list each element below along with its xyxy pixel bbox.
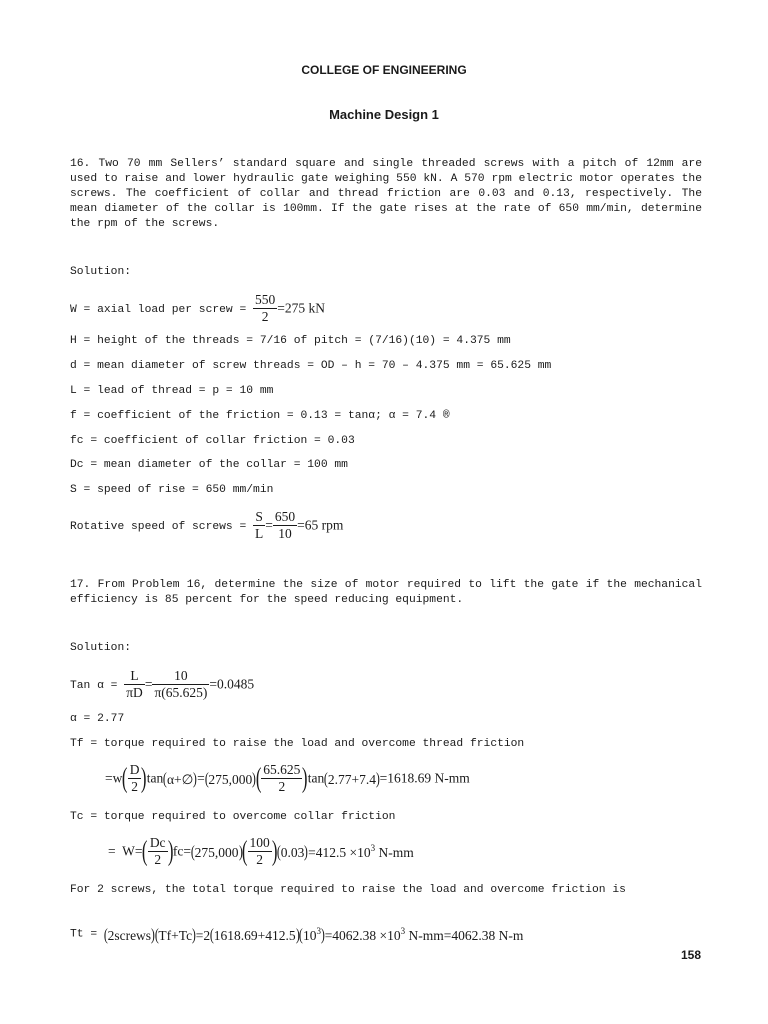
tf-fraction-2 <box>261 762 302 795</box>
alpha-line: α = 2.77 <box>70 713 125 725</box>
w-denominator: 2 <box>261 309 269 324</box>
rot-result: =65 rpm <box>297 517 344 533</box>
tan-label: Tan α = <box>70 680 125 693</box>
tf-tan-2: tan <box>307 770 325 786</box>
tf-load: 275,000 <box>208 771 253 787</box>
tt-label: Tt = <box>70 928 104 941</box>
tc-denominator-2: 2 <box>256 852 264 867</box>
collar-diameter-line: Dc = mean diameter of the collar = 100 mm <box>70 459 348 471</box>
solution-label-16: Solution: <box>70 266 132 278</box>
tan-numerator-1: L <box>124 668 145 685</box>
tc-prefix: = W= <box>108 843 143 859</box>
tf-numerator-1: D <box>129 762 140 777</box>
tan-equals: = <box>144 676 153 692</box>
tt-sum: Tf+Tc <box>158 928 193 943</box>
tt-unit: N-mm=4062.38 N-m <box>405 928 524 943</box>
tf-description: Tf = torque required to raise the load and overcome thread friction <box>70 738 525 750</box>
problem-17-text: 17. From Problem 16, determine the size of motor required to lift the gate if the mechanical efficiency is 85 percent for the speed reducing equipment. <box>70 579 702 606</box>
tf-denominator-1: 2 <box>131 779 138 794</box>
tc-numerator-2: 100 <box>249 835 270 850</box>
tan-alpha-equation <box>70 668 254 701</box>
college-title: COLLEGE OF ENGINEERING <box>301 63 467 77</box>
two-screws-text: For 2 screws, the total torque required to raise the load and overcome friction is <box>70 884 626 896</box>
rot-numerator-2: 650 <box>274 509 296 524</box>
tan-numerator-2: 10 <box>152 668 209 685</box>
page-number: 158 <box>681 948 702 962</box>
speed-of-rise-line: S = speed of rise = 650 mm/min <box>70 484 274 496</box>
tt-result: =4062.38 ×10 <box>324 928 401 943</box>
tan-denominator-2: π(65.625) <box>154 685 208 700</box>
tf-angle: α+∅ <box>166 771 194 787</box>
tc-result: =412.5 ×10 <box>308 844 371 860</box>
tf-numerator-2: 65.625 <box>263 762 301 777</box>
w-fraction <box>253 292 277 325</box>
w-result: =275 kN <box>277 300 326 316</box>
solution-label-17: Solution: <box>70 642 132 654</box>
friction-line: f = coefficient of the friction = 0.13 = tanα; α = 7.4 ® <box>70 410 450 422</box>
w-numerator: 550 <box>255 292 276 307</box>
tc-fc: fc= <box>172 843 191 859</box>
rot-equals: = <box>265 517 273 533</box>
tt-screws: 2screws <box>107 928 152 943</box>
w-label: W = axial load per screw = <box>70 304 254 317</box>
tc-unit: N-mm <box>375 844 414 860</box>
paren: ) <box>141 762 147 794</box>
tan-denominator-1: πD <box>126 685 143 700</box>
problem-16-text: 16. Two 70 mm Sellers’ standard square and single threaded screws with a pitch of 12mm are used to raise and lower hydraulic gate weighing 550 kN. A 570 rpm electric motor operates the screws. The coefficient of collar and thread friction are 0.03 and 0.13, respectively. The mean diameter of the collar is 100mm. If the gate rises at the rate of 650 mm/min, determine the rpm of the screws. <box>70 158 702 230</box>
tf-fraction-1 <box>128 762 142 795</box>
paren: ) <box>302 762 308 794</box>
rot-label: Rotative speed of screws = <box>70 521 254 534</box>
tc-numerator-1: Dc <box>149 835 166 850</box>
tf-result: =1618.69 N-mm <box>379 770 470 786</box>
paren: ( <box>242 835 248 867</box>
tc-description: Tc = torque required to overcome collar friction <box>70 811 396 823</box>
tan-fraction-1 <box>124 668 145 701</box>
tf-denominator-2: 2 <box>278 779 286 794</box>
tt-equals-2: =2 <box>195 928 211 943</box>
tf-equation: =w( $\frac{D}{2}$ )tan(α+∅)=(275,000)( $\frac{65.625}{2}$ )tan(2.77+7.4)=1618.69 N-mm <box>105 762 470 794</box>
rot-denominator-2: 10 <box>278 526 292 541</box>
tan-fraction-2 <box>152 668 209 701</box>
collar-friction-line: fc = coefficient of collar friction = 0.03 <box>70 435 355 447</box>
rot-numerator-1: S <box>253 509 265 526</box>
tc-denominator-1: 2 <box>154 852 162 867</box>
tf-prefix: =w <box>105 770 123 786</box>
tc-equation: = W=( $\frac{Dc}{2}$ )fc=(275,000)( $\frac{100}{2}$ )$(0.03)=412.5 \times 10^3$ N-mm <box>108 835 414 867</box>
lead-line: L = lead of thread = p = 10 mm <box>70 385 274 397</box>
tf-angle-2: 2.77+7.4 <box>327 771 376 787</box>
rot-fraction-1 <box>253 509 265 542</box>
paren: ( <box>255 762 262 794</box>
tc-coef: 0.03 <box>280 844 305 860</box>
tc-fraction-1 <box>148 835 168 868</box>
tc-exponent: 3 <box>370 842 376 853</box>
paren: ( <box>122 762 128 794</box>
tc-load: 275,000 <box>194 844 239 860</box>
paren: ) <box>167 835 174 867</box>
rot-fraction-2 <box>273 509 297 542</box>
paren: ) <box>271 835 278 867</box>
tf-equals: = <box>197 770 205 786</box>
paren: ( <box>142 835 148 867</box>
rot-denominator-1: L <box>255 526 264 541</box>
thread-height-line: H = height of the threads = 7/16 of pitch = (7/16)(10) = 4.375 mm <box>70 335 511 347</box>
tt-ten: 10 <box>303 928 317 943</box>
tan-result: =0.0485 <box>209 676 255 692</box>
tf-tan: tan <box>146 770 164 786</box>
tt-values: 1618.69+412.5 <box>213 928 296 943</box>
tt-exp-2: 3 <box>400 926 406 936</box>
tt-equation: $Tt = (2screws)(Tf+Tc)=2(1618.69+412.5)(10^3)=4062.38 \times 10^3$ N-mm=4062.38 N-m <box>70 925 524 944</box>
mean-diameter-line: d = mean diameter of screw threads = OD – h = 70 – 4.375 mm = 65.625 mm <box>70 360 552 372</box>
tt-exp-1: 3 <box>316 926 322 936</box>
rotative-speed-equation <box>70 509 343 542</box>
tc-fraction-2 <box>248 835 272 868</box>
axial-load-equation <box>70 292 325 325</box>
course-title: Machine Design 1 <box>329 107 439 122</box>
